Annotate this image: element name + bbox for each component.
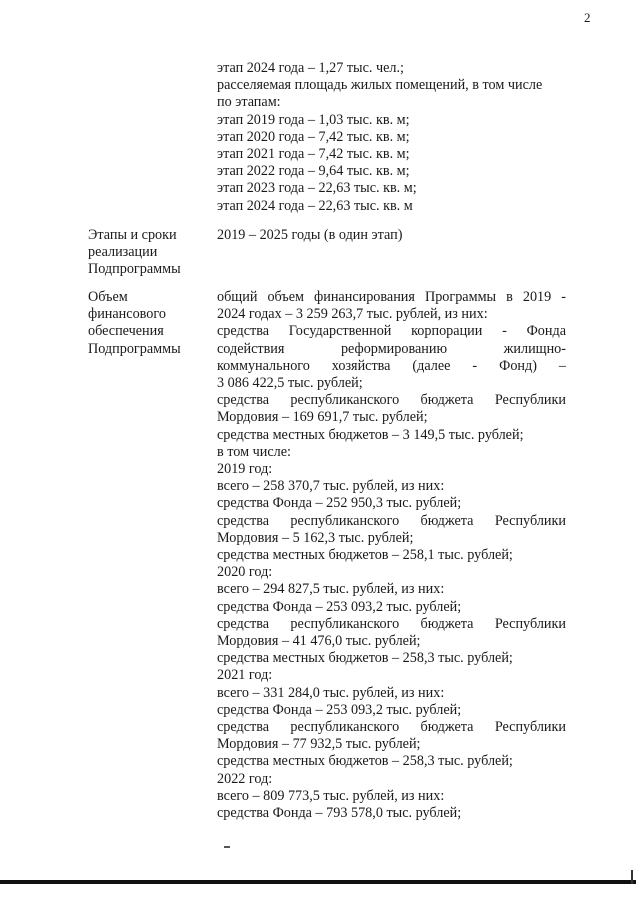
indicator-line: этап 2024 года – 1,27 тыс. чел.; xyxy=(217,60,404,76)
financing-label-line: финансового xyxy=(88,306,166,323)
financing-line: средства местных бюджетов – 258,1 тыс. рублей; xyxy=(217,547,513,564)
financing-line: средства республиканского бюджета Республики xyxy=(217,392,566,409)
financing-line: средства республиканского бюджета Республики xyxy=(217,512,566,529)
financing-line: Мордовия – 5 162,3 тыс. рублей; xyxy=(217,529,414,546)
indicator-line: расселяемая площадь жилых помещений, в том числе xyxy=(217,77,543,94)
target-indicators-block xyxy=(217,60,566,215)
financing-line: коммунального хозяйства (далее - Фонд) – xyxy=(217,357,566,374)
financing-line: 2021 год: xyxy=(217,667,273,684)
financing-line: Мордовия – 77 932,5 тыс. рублей; xyxy=(217,736,421,753)
financing-label-line: Объем xyxy=(88,289,128,305)
stages-value-text: 2019 – 2025 годы (в один этап) xyxy=(217,227,403,243)
stages-label-line: реализации xyxy=(88,244,158,261)
financing-label-line: Подпрограммы xyxy=(88,340,181,357)
financing-line: 3 086 422,5 тыс. рублей; xyxy=(217,375,363,392)
financing-line: средства Государственной корпорации - Фонда xyxy=(217,323,566,340)
financing-line: всего – 294 827,5 тыс. рублей, из них: xyxy=(217,581,445,598)
financing-line: средства местных бюджетов – 258,3 тыс. рублей; xyxy=(217,753,513,770)
scan-mark xyxy=(224,846,230,848)
financing-line: 2019 год: xyxy=(217,461,273,478)
indicator-line: этап 2023 года – 22,63 тыс. кв. м; xyxy=(217,180,417,197)
financing-line: в том числе: xyxy=(217,443,291,460)
financing-line: содействия реформированию жилищно- xyxy=(217,340,566,357)
financing-line: средства местных бюджетов – 258,3 тыс. рублей; xyxy=(217,650,513,667)
right-edge-mark xyxy=(631,870,633,884)
indicator-line: этап 2020 года – 7,42 тыс. кв. м; xyxy=(217,128,410,145)
financing-line: 2020 год: xyxy=(217,564,273,581)
financing-line: Мордовия – 169 691,7 тыс. рублей; xyxy=(217,409,428,426)
stages-label-line: Подпрограммы xyxy=(88,261,181,278)
stages-value xyxy=(217,227,566,244)
financing-line: средства Фонда – 253 093,2 тыс. рублей; xyxy=(217,701,462,718)
financing-line: всего – 331 284,0 тыс. рублей, из них: xyxy=(217,684,445,701)
financing-line: 2022 год: xyxy=(217,770,273,787)
financing-label-line: обеспечения xyxy=(88,323,164,340)
financing-line: 2024 годах – 3 259 263,7 тыс. рублей, из них: xyxy=(217,306,488,323)
stages-label xyxy=(88,227,208,279)
financing-line: средства Фонда – 793 578,0 тыс. рублей; xyxy=(217,805,462,822)
financing-line: средства Фонда – 252 950,3 тыс. рублей; xyxy=(217,495,462,512)
financing-line: средства Фонда – 253 093,2 тыс. рублей; xyxy=(217,598,462,615)
bottom-rule xyxy=(0,880,636,884)
indicator-line: по этапам: xyxy=(217,94,281,111)
financing-body xyxy=(217,289,566,822)
stages-label-line: Этапы и сроки xyxy=(88,227,177,243)
financing-line: всего – 258 370,7 тыс. рублей, из них: xyxy=(217,478,445,495)
indicator-line: этап 2019 года – 1,03 тыс. кв. м; xyxy=(217,111,410,128)
page-number: 2 xyxy=(584,10,591,25)
indicator-line: этап 2022 года – 9,64 тыс. кв. м; xyxy=(217,163,410,180)
financing-line: средства республиканского бюджета Республики xyxy=(217,719,566,736)
financing-line: Мордовия – 41 476,0 тыс. рублей; xyxy=(217,633,421,650)
indicator-line: этап 2024 года – 22,63 тыс. кв. м xyxy=(217,197,413,214)
financing-line: средства республиканского бюджета Республики xyxy=(217,615,566,632)
financing-line: средства местных бюджетов – 3 149,5 тыс. рублей; xyxy=(217,426,524,443)
financing-line: всего – 809 773,5 тыс. рублей, из них: xyxy=(217,787,445,804)
financing-label xyxy=(88,289,208,358)
financing-line: общий объем финансирования Программы в 2019 - xyxy=(217,289,566,305)
indicator-line: этап 2021 года – 7,42 тыс. кв. м; xyxy=(217,146,410,163)
